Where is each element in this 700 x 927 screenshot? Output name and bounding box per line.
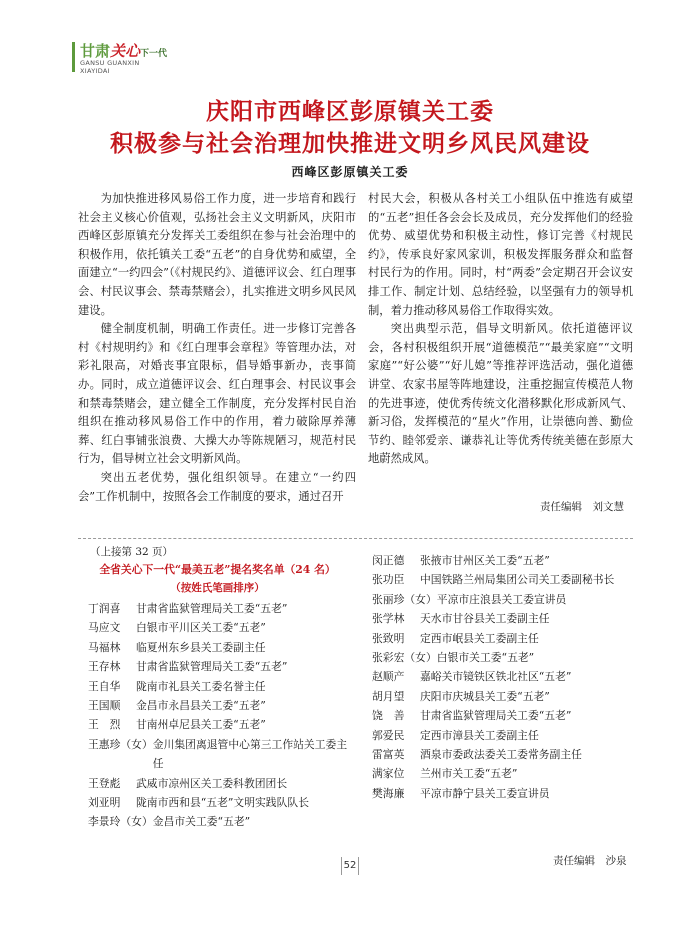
list-item: [372, 648, 634, 667]
list-item: [88, 618, 350, 637]
list-item: [88, 774, 350, 793]
nominee-position: 陇南市西和县“五老”文明实践队队长: [136, 796, 309, 810]
nominee-name: 雷富英: [372, 748, 405, 762]
list-item: [372, 687, 634, 706]
nominee-position: 天水市甘谷县关工委副主任: [420, 612, 550, 626]
nominee-position: 甘南州卓尼县关工委“五老”: [136, 718, 266, 732]
nominee-name: 王 烈: [88, 718, 121, 732]
nominee-name: 王自华: [88, 679, 121, 693]
nominee-name: 闵正德: [372, 554, 405, 567]
nominee-position: 金昌市永昌县关工委“五老”: [136, 699, 266, 713]
nominee-name: 马应文: [88, 621, 121, 635]
article-title-line-2: 积极参与社会治理加快推进文明乡风民风建设: [110, 130, 590, 157]
list-item: [88, 657, 350, 676]
list-item: [88, 696, 350, 715]
nominee-name: 樊海廉: [372, 786, 405, 800]
list-item: [372, 784, 634, 803]
nominee-name: 刘亚明: [88, 796, 121, 810]
masthead-logo-c: 下一代: [140, 49, 168, 59]
nominee-name: 丁润喜: [88, 602, 121, 615]
nominee-name: 王存林: [88, 660, 121, 674]
masthead-logo: [72, 40, 212, 80]
list-item: [88, 812, 350, 831]
nominee-position: 兰州市关工委“五老”: [420, 767, 518, 781]
masthead-sub-1: GANSU GUANXIN: [80, 59, 140, 67]
article-column-right: [368, 190, 633, 469]
list-item: [88, 715, 350, 734]
list-item: [88, 793, 350, 812]
list-item: [88, 677, 350, 696]
nominee-position: 平凉市庄浪县关工委宣讲员: [436, 592, 567, 606]
nominee-position: 陇南市礼县关工委名誉主任: [136, 679, 266, 693]
nominee-position: 酒泉市委政法委关工委常务副主任: [420, 748, 582, 762]
section-divider: [78, 538, 633, 539]
nominee-position: 定西市岷县关工委副主任: [420, 631, 539, 645]
nominee-name: 王国顺: [88, 699, 121, 713]
nominee-name: 王登彪: [88, 776, 121, 790]
article-paragraph: 突出典型示范，倡导文明新风。依托道德评议会，各村积极组织开展“道德模范”“最美家庭”“文明家庭”“好公婆”“好儿媳”等推荐评选活动，强化道德讲堂、农家书屋等阵地建设，注重挖掘宣传模范人物的先进事迹，使优秀传统文化潜移默化形成新风气、新习俗，发挥模范的“星火”作用，让崇德向善、勤俭节约、睦邻爱亲、谦恭礼让等优秀传统美德在彭原大地蔚然成风。: [368, 322, 633, 466]
nominee-name: 胡月望: [372, 689, 405, 703]
nominee-position: 临夏州东乡县关工委副主任: [136, 640, 266, 654]
nominee-position: 甘肃省监狱管理局关工委“五老”: [136, 602, 288, 615]
masthead-logo-a: 甘肃: [80, 42, 111, 60]
nominee-position: 甘肃省监狱管理局关工委“五老”: [136, 660, 288, 674]
list-item: [372, 629, 634, 648]
list-item: [372, 667, 634, 686]
article-paragraph: 健全制度机制，明确工作责任。进一步修订完善各村《村规明约》和《红白理事会章程》等管理办法，对彩礼限高，对婚丧事宜限标，倡导婚事新办，丧事简办。同时，成立道德评议会、红白理事会、村民议事会和禁毒禁赌会，建立健全工作制度，充分发挥村民自治组织在推动移风易俗工作中的作用，着力破除厚养薄葬、红白事铺张浪费、大操大办等陈规陋习，规范村民行为，倡导树立社会文明新风尚。: [78, 322, 356, 466]
nominee-position: 金川集团离退管中心第三工作站关工委主任: [152, 737, 348, 771]
article-editor: 责任编辑 刘文慧: [540, 501, 624, 513]
nominee-name: 张功臣: [372, 573, 405, 587]
masthead-title: [80, 40, 167, 61]
nominee-position: 甘肃省监狱管理局关工委“五老”: [420, 709, 572, 723]
nominee-name: 张致明: [372, 631, 405, 645]
nominee-position: 张掖市甘州区关工委“五老”: [420, 554, 550, 567]
list-item: [88, 735, 350, 774]
list-item: [372, 764, 634, 783]
nominee-position: 金昌市关工委“五老”: [152, 815, 251, 829]
list-item: [372, 745, 634, 764]
nominee-position: 中国铁路兰州局集团公司关工委副秘书长: [420, 573, 615, 587]
nominee-list-left: [88, 599, 350, 832]
article-paragraph: 村民大会，积极从各村关工小组队伍中推选有威望的“五老”担任各会会长及成员，充分发挥他们的经验优势、威望优势和积极主动性，修订完善《村规民约》，传承良好家风家训，积极发挥服务群众和监督村民行为的作用。同时，村“两委”会定期召开会议安排工作、制定计划、总结经验，以坚强有力的领导机制，着力推动移风易俗工作取得实效。: [368, 192, 633, 317]
article-column-left: [78, 190, 356, 506]
nominee-position: 平凉市静宁县关工委宣讲员: [420, 786, 550, 800]
list-item: [88, 599, 350, 618]
list-item: [372, 726, 634, 745]
list-item: [372, 590, 634, 609]
list-item: [372, 570, 634, 589]
nominee-position: 白银市平川区关工委“五老”: [136, 621, 266, 635]
nominee-name: 王惠珍（女）: [88, 737, 153, 751]
nominee-position: 武威市凉州区关工委科教团团长: [136, 776, 288, 790]
list-item: [372, 706, 634, 725]
article-paragraph: 突出五老优势，强化组织领导。在建立“一约四会”工作机制中，按照各会工作制度的要求，通过召开: [78, 470, 356, 503]
nominee-name: 张丽珍（女）: [372, 592, 437, 606]
masthead-logo-b: 关心: [110, 42, 141, 60]
nominee-name: 满家位: [372, 767, 405, 781]
nominee-name: 饶 善: [372, 709, 405, 723]
nominee-name: 郭爱民: [372, 728, 405, 742]
nominee-name: 马福林: [88, 640, 121, 654]
nominee-position: 庆阳市庆城县关工委“五老”: [420, 689, 550, 703]
nominee-list-right: [372, 551, 634, 803]
page-number: 52: [343, 860, 357, 871]
article-title-line-1: 庆阳市西峰区彭原镇关工委: [206, 98, 494, 125]
masthead-bar: [72, 42, 75, 72]
list-editor: 责任编辑 沙泉: [553, 855, 627, 867]
article-byline: 西峰区彭原镇关工委: [291, 165, 409, 179]
nominee-position: 定西市漳县关工委副主任: [420, 728, 539, 742]
nominee-name: 张学林: [372, 612, 405, 626]
list-sort-note: （按姓氏笔画排序）: [170, 582, 265, 594]
article-paragraph: 为加快推进移风易俗工作力度，进一步培育和践行社会主义核心价值观，弘扬社会主义文明新风，庆阳市西峰区彭原镇充分发挥关工委组织在参与社会治理中的积极作用，依托镇关工委“五老”的自身优势和威望，全面建立“一约四会”（《村规民约》、道德评议会、红白理事会、村民议事会、禁毒禁赌会），扎实推进文明乡风民风建设。: [78, 192, 356, 317]
list-item: [372, 551, 634, 570]
list-title: 全省关心下一代“最美五老”提名奖名单（24 名）: [99, 563, 336, 576]
nominee-name: 张彩宏（女）: [372, 651, 437, 665]
nominee-name: 李景玲（女）: [88, 815, 153, 829]
nominee-position: 白银市关工委“五老”: [436, 651, 535, 665]
masthead-sub-2: XIAYIDAI: [80, 67, 110, 75]
continued-note: （上接第 32 页）: [90, 546, 174, 558]
list-item: [372, 609, 634, 628]
nominee-position: 嘉峪关市镜铁区铁北社区“五老”: [420, 670, 572, 684]
nominee-name: 赵顺产: [372, 670, 405, 684]
list-item: [88, 638, 350, 657]
